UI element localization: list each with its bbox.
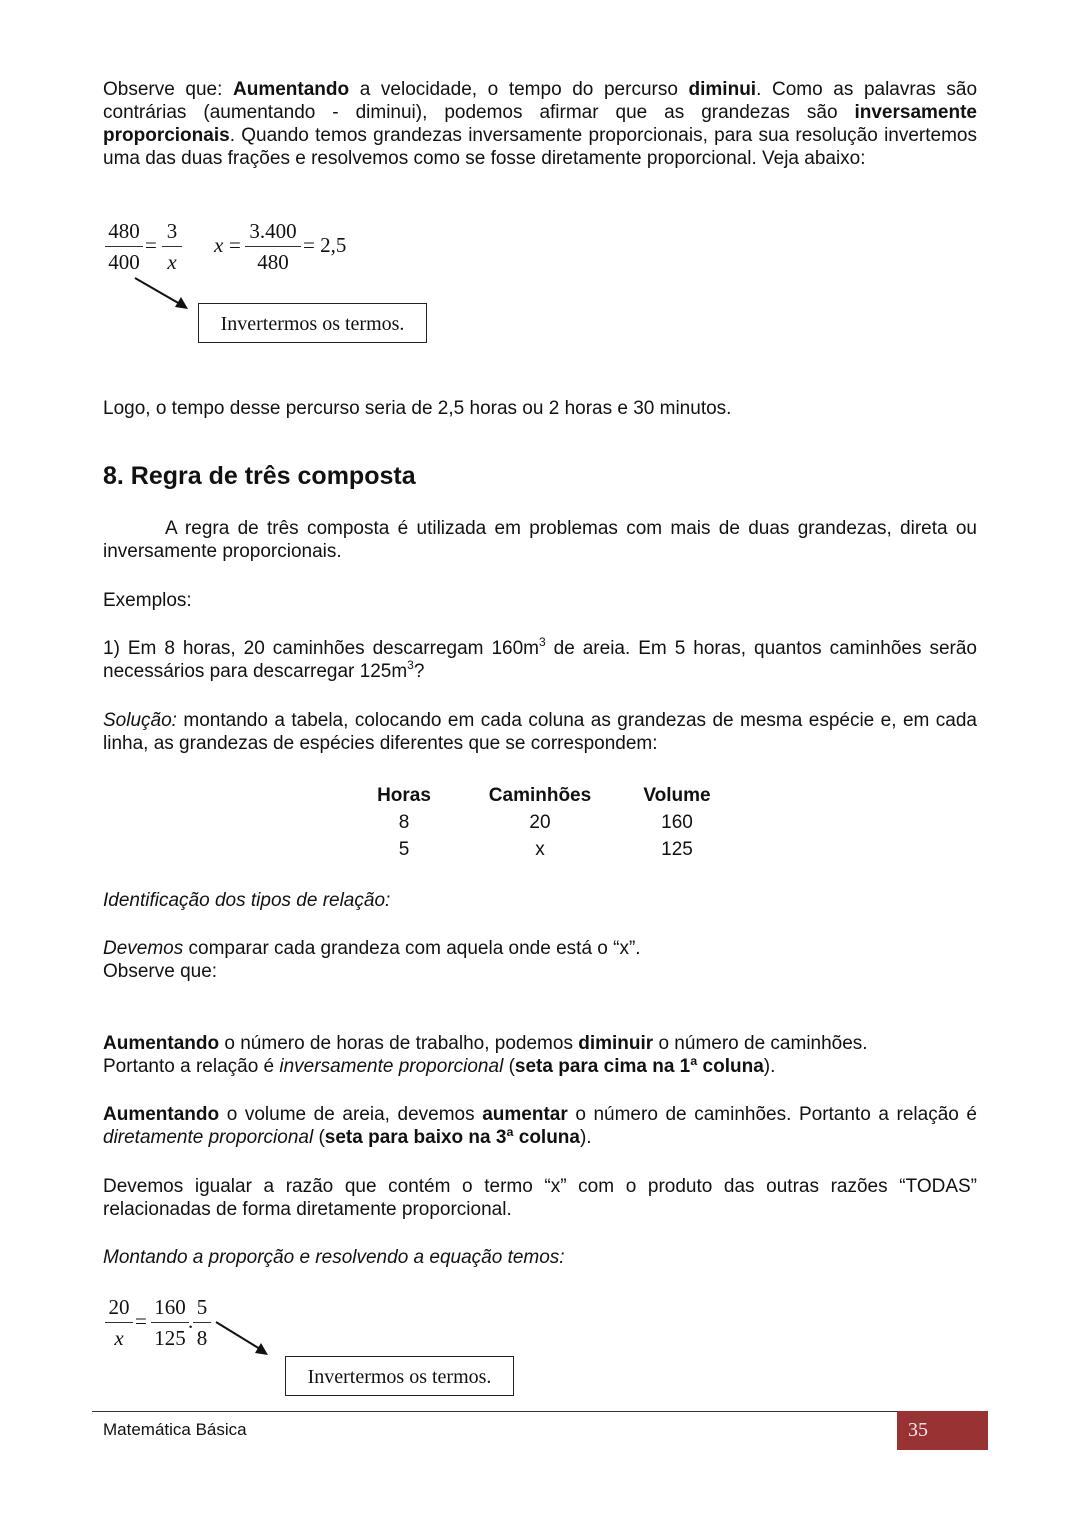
numerator: 160 [151, 1295, 189, 1323]
result: = 2,5 [303, 233, 347, 257]
text: a velocidade, o tempo do percurso [349, 79, 689, 100]
note-text: Invertermos os termos. [307, 1366, 492, 1388]
emphasis: diretamente proporcional [103, 1127, 314, 1148]
emphasis: aumentar [482, 1104, 568, 1125]
text: . Quando temos grandezas inversamente proporcionais, para sua resolução invertemos uma das duas frações e resolvemos como se fosse diretamente proporcional. Veja abaixo: [103, 125, 977, 169]
table-cell: x [535, 839, 545, 860]
denominator: x [114, 1326, 124, 1350]
conclusion-text: Logo, o tempo desse percurso seria de 2,5 horas ou 2 horas e 30 minutos. [103, 398, 732, 419]
multiply-dot: . [188, 1309, 194, 1333]
page-number: 35 [908, 1419, 928, 1441]
mounting-text: Montando a proporção e resolvendo a equação temos: [103, 1247, 565, 1268]
section-title: 8. Regra de três composta [103, 462, 416, 490]
relations-title: Identificação dos tipos de relação: [103, 890, 391, 911]
text: Portanto a relação é [103, 1056, 280, 1077]
numerator: 3 [162, 219, 182, 247]
text: o volume de areia, devemos [219, 1104, 483, 1125]
table-cell: 125 [661, 839, 693, 860]
fraction-160-125 [151, 1295, 189, 1350]
equals-sign: = [229, 233, 241, 257]
table-column-caminhoes [480, 782, 600, 863]
solution-paragraph [103, 709, 977, 755]
section-intro: A regra de três composta é utilizada em problemas com mais de duas grandezas, direta ou inversamente proporcionais. [103, 518, 977, 562]
relation-1 [103, 1032, 977, 1078]
denominator: 8 [196, 1326, 208, 1350]
table-header: Horas [377, 785, 431, 806]
note-box [198, 303, 427, 343]
emphasis: inversamente proporcional [279, 1056, 504, 1077]
text: ). [763, 1056, 776, 1077]
examples-label: Exemplos: [103, 590, 192, 611]
text: montando a tabela, colocando em cada coluna as grandezas de mesma espécie e, em cada linha, as grandezas de espécies diferentes que se correspondem: [103, 710, 977, 754]
denominator: 480 [257, 250, 289, 274]
page-number-badge [897, 1411, 988, 1450]
numerator: 20 [105, 1295, 133, 1323]
solution-label: Solução: [103, 710, 177, 731]
example-1-question [103, 637, 977, 683]
numerator: 3.400 [245, 219, 301, 247]
text: de areia. Em 5 horas, quantos caminhões serão necessários para descarregar 125m [103, 638, 977, 682]
text: 1) Em 8 horas, 20 caminhões descarregam 160m [103, 638, 539, 659]
arrow-icon [0, 0, 1, 1]
fraction-5-8 [193, 1295, 211, 1350]
numerator: 480 [105, 219, 143, 247]
emphasis: Aumentando [103, 1104, 220, 1125]
emphasis: Aumentando [233, 79, 350, 100]
table-cell: 160 [661, 812, 693, 833]
table-column-volume [632, 782, 722, 863]
denominator: 400 [108, 250, 140, 274]
text: Observe que: [103, 79, 234, 100]
denominator: x [167, 250, 177, 274]
intro-paragraph [103, 78, 977, 170]
table-column-horas [364, 782, 444, 863]
emphasis: diminui [688, 79, 757, 100]
fraction-480-400 [105, 219, 143, 274]
equals-sign: = [135, 1309, 147, 1333]
denominator: 125 [154, 1326, 186, 1350]
emphasis: seta para cima na 1ª coluna [514, 1056, 764, 1077]
text: o número de horas de trabalho, podemos [219, 1033, 579, 1054]
variable-x: x [214, 233, 224, 257]
footer-divider [92, 1411, 898, 1412]
table-cell: 5 [398, 839, 410, 860]
text: ). [579, 1127, 592, 1148]
text: o número de caminhões. Portanto a relação é [567, 1104, 977, 1125]
compare-text [103, 937, 977, 983]
numerator: 5 [193, 1295, 211, 1323]
table-header: Volume [643, 785, 711, 806]
note-box [285, 1356, 514, 1396]
text: o número de caminhões. [653, 1033, 868, 1054]
emphasis: Aumentando [103, 1033, 220, 1054]
note-text: Invertermos os termos. [220, 313, 405, 335]
superscript: 3 [407, 658, 414, 672]
emphasis: diminuir [578, 1033, 654, 1054]
table-cell: 8 [398, 812, 410, 833]
text: ? [413, 661, 425, 682]
observe-text: Observe que: [103, 961, 218, 982]
emphasis: seta para baixo na 3ª coluna [324, 1127, 580, 1148]
table-cell: 20 [529, 812, 551, 833]
fraction-3-x [162, 219, 182, 274]
text: comparar cada grandeza com aquela onde está o “x”. [183, 938, 641, 959]
equalize-paragraph: Devemos igualar a razão que contém o termo “x” com o produto das outras razões “TODAS” relacionadas de forma diretamente proporcional. [103, 1176, 977, 1220]
relation-2 [103, 1103, 977, 1149]
fraction-3400-480 [245, 219, 301, 274]
text: ( [503, 1056, 515, 1077]
text: ( [313, 1127, 325, 1148]
fraction-20-x [105, 1295, 133, 1350]
footer-title: Matemática Básica [103, 1420, 247, 1439]
text: . Como as palavras são contrárias (aumentando - diminui), podemos afirmar que as grandezas são [103, 79, 978, 123]
superscript: 3 [538, 635, 546, 649]
table-header: Caminhões [488, 785, 592, 806]
emphasis: Devemos [103, 938, 184, 959]
equals-sign: = [145, 233, 157, 257]
emphasis: inversamente proporcionais [103, 102, 977, 146]
